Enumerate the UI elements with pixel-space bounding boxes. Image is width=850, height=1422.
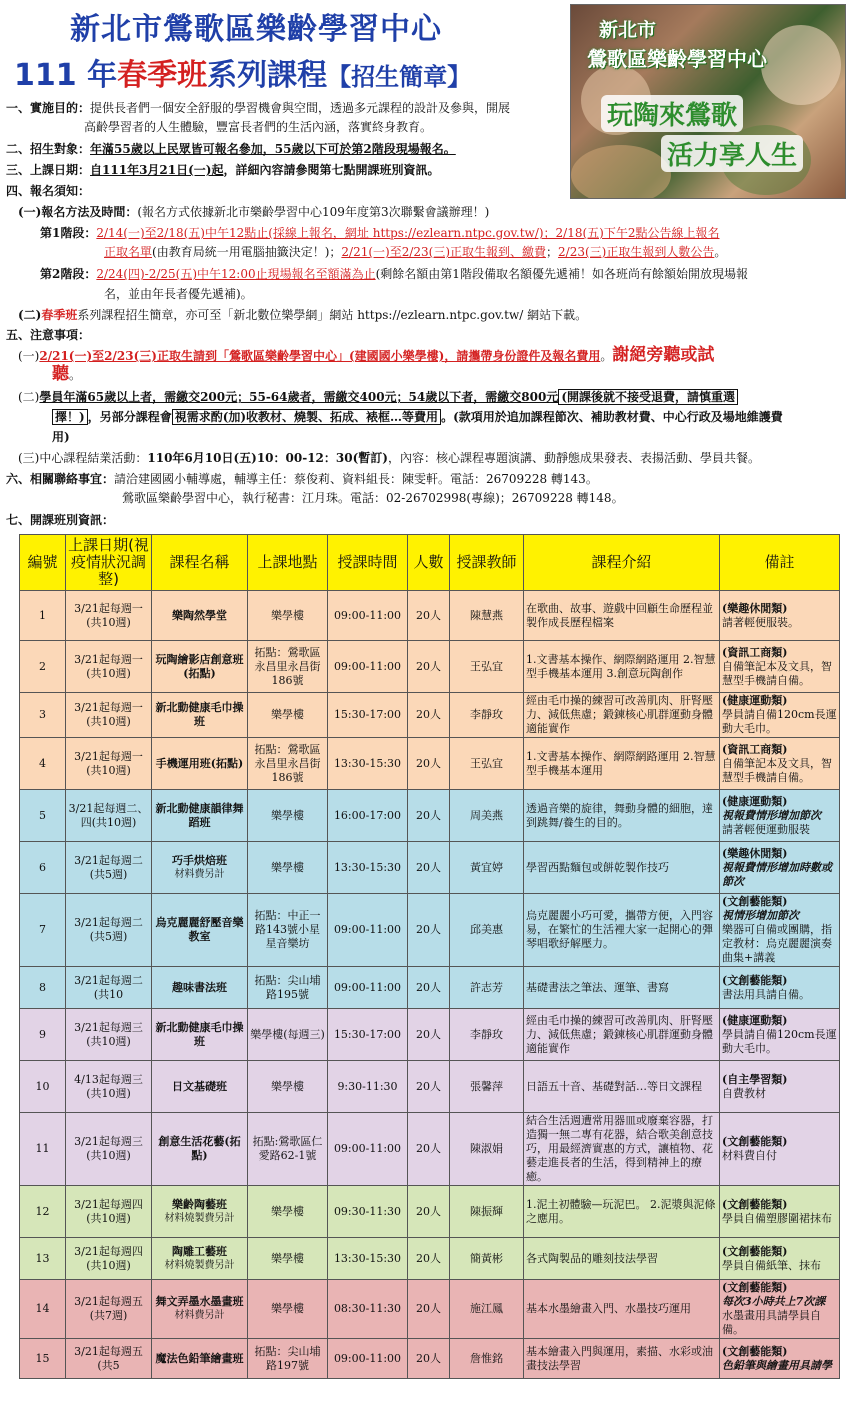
subtitle-season: 春季班	[117, 58, 208, 93]
course-table	[19, 534, 840, 1379]
phase2-line1	[40, 266, 748, 283]
course-note-text: 自備筆記本及文具，智慧型手機請自備。	[722, 756, 832, 784]
course-category: (健康運動類)	[722, 694, 788, 707]
course-time: 13:30-15:30	[328, 1238, 408, 1280]
note1-no-audit: 謝絕旁聽或試	[612, 345, 715, 365]
course-count: 20人	[408, 1339, 450, 1379]
course-time: 15:30-17:00	[328, 1009, 408, 1061]
course-name	[152, 1238, 248, 1280]
note2-idx: (二)	[18, 390, 40, 404]
course-no: 7	[20, 894, 66, 967]
table-row	[20, 842, 840, 894]
course-name	[152, 693, 248, 738]
phase1-end: 。	[714, 245, 727, 259]
course-intro: 基本繪畫入門與運用，素描、水彩或油畫技法學習	[524, 1339, 720, 1379]
course-teacher: 詹惟銘	[450, 1339, 524, 1379]
section-contact	[6, 471, 598, 488]
section-contact-label: 六、相關聯絡事宜：	[6, 472, 115, 486]
table-row	[20, 1186, 840, 1238]
phase1-line2	[104, 244, 726, 261]
note2-material-fees: 視需求酌(加)收教材、燒製、拓成、裱框…等費用	[172, 409, 441, 425]
section-target-label: 二、招生對象：	[6, 142, 91, 156]
course-category: (資訊工商類)	[722, 645, 788, 659]
course-place: 樂學樓	[248, 790, 328, 842]
note2-line1	[18, 389, 738, 406]
col-teacher: 授課教師	[450, 535, 524, 591]
course-note-text: 材料費自付	[722, 1149, 777, 1162]
course-title: 創意生活花藝(拓點)	[158, 1135, 241, 1162]
phase1-line1	[40, 225, 720, 242]
phase1-sep: ；	[546, 245, 559, 259]
phase2-text2: (剩餘名額由第1階段備取名額優先遞補！如各班尚有餘額始開放現場報	[375, 267, 748, 281]
page-subtitle	[14, 50, 471, 94]
course-title: 新北動健康韻律舞蹈班	[155, 801, 244, 829]
course-time: 09:00-11:00	[328, 894, 408, 967]
course-category: (樂趣休閒類)	[722, 846, 788, 860]
table-row	[20, 790, 840, 842]
course-note-emphasis: 視報費情形增加時數或節次	[722, 860, 832, 888]
course-name	[152, 790, 248, 842]
section-registration	[6, 183, 90, 200]
course-place: 樂學樓(每週三)	[248, 1009, 328, 1061]
note1-line2	[52, 366, 81, 384]
course-note-emphasis: 視報費情形增加節次	[722, 808, 821, 822]
note1-bring: ，請攜帶身份證件及報名費用	[444, 349, 601, 363]
table-row	[20, 693, 840, 738]
phase1-label: 第1階段：	[40, 226, 97, 240]
course-date: 3/21起每週二(共5週)	[66, 894, 152, 967]
registration-method-text: (報名方式依據新北市樂齡學習中心109年度第3次聯繫會議辦理！)	[137, 205, 490, 219]
table-row	[20, 591, 840, 641]
course-intro: 基本水墨繪畫入門、水墨技巧運用	[524, 1280, 720, 1339]
course-time: 13:30-15:30	[328, 738, 408, 790]
course-note	[720, 1186, 840, 1238]
course-note	[720, 842, 840, 894]
course-category: (文創藝能類)	[722, 895, 788, 908]
course-count: 20人	[408, 641, 450, 693]
contact-center: 鶯歌區樂齡學習中心，執行秘書：江月珠。電話：02-26702998(專線)；26709228 轉148。	[122, 491, 624, 505]
col-intro: 課程介紹	[524, 535, 720, 591]
course-intro: 1.泥土初體驗—玩泥巴。 2.泥漿與泥條之應用。	[524, 1186, 720, 1238]
course-date: 3/21起每週一(共10週)	[66, 591, 152, 641]
course-note-text: 學員請自備120cm長運動大毛巾。	[722, 1027, 837, 1055]
course-no: 4	[20, 738, 66, 790]
note3-date: 110年6月10日(五)10：00-12：30(暫訂)	[147, 451, 388, 465]
section-purpose-text1: 提供長者們一個安全舒服的學習機會與空間，透過多元課程的設計及參與，開展	[90, 101, 511, 115]
section-purpose-label: 一、實施目的：	[6, 101, 91, 115]
course-category: (文創藝能類)	[722, 1244, 788, 1258]
course-teacher: 陳振輝	[450, 1186, 524, 1238]
course-intro: 日語五十音、基礎對話…等日文課程	[524, 1061, 720, 1113]
course-title: 趣味書法班	[172, 980, 227, 994]
course-date: 3/21起每週一(共10週)	[66, 693, 152, 738]
contact-school: 請洽建國國小輔導處，輔導主任：蔡俊莉、資料組長：陳雯軒。電話：26709228 轉143。	[114, 472, 598, 486]
course-category: (健康運動類)	[722, 794, 788, 808]
course-fee-note: 材料燒製費另計	[164, 1212, 235, 1224]
course-title: 樂齡陶藝班	[172, 1197, 227, 1211]
note1-sep: 。	[600, 349, 613, 363]
course-date: 3/21起每週三(共10週)	[66, 1009, 152, 1061]
course-place: 拓點：尖山埔路197號	[248, 1339, 328, 1379]
section-purpose-text2: 高齡學習者的人生體驗，豐富長者們的生活內涵，落實終身教育。	[84, 120, 433, 134]
section-notes-label: 五、注意事項：	[6, 328, 91, 342]
col-note: 備註	[720, 535, 840, 591]
course-title: 巧手烘焙班	[172, 853, 227, 867]
course-time: 16:00-17:00	[328, 790, 408, 842]
table-row	[20, 1113, 840, 1186]
phase1-list-name: 正取名單	[104, 245, 153, 259]
table-row	[20, 967, 840, 1009]
course-note	[720, 738, 840, 790]
course-date: 4/13起每週三(共10週)	[66, 1061, 152, 1113]
course-note-emphasis: 每次3小時共上7次課	[722, 1295, 826, 1308]
course-place: 樂學樓	[248, 693, 328, 738]
registration-download	[18, 307, 587, 324]
course-name	[152, 591, 248, 641]
note2-usage-cont: 用)	[52, 430, 70, 444]
course-count: 20人	[408, 842, 450, 894]
course-time: 09:00-11:00	[328, 967, 408, 1009]
course-intro: 烏克麗麗小巧可愛，攜帶方便，入門容易，在繁忙的生活裡大家一起開心的彈琴唱歌紓解壓力。	[524, 894, 720, 967]
course-no: 11	[20, 1113, 66, 1186]
course-teacher: 陳淑娟	[450, 1113, 524, 1186]
course-place: 樂學樓	[248, 842, 328, 894]
course-intro: 在歌曲、故事、遊戲中回顧生命歷程並製作成長歷程檔案	[524, 591, 720, 641]
section-target-text: 年滿55歲以上民眾皆可報名參加，55歲以下可於第2階段現場報名。	[90, 142, 456, 156]
course-category: (自主學習類)	[722, 1072, 788, 1086]
contact-center-line	[122, 490, 624, 507]
download-label: (二)	[18, 308, 42, 322]
table-row	[20, 1339, 840, 1379]
course-name	[152, 1280, 248, 1339]
course-note-text: 學員自備塑膠圍裙抹布	[722, 1211, 832, 1225]
course-note-text: 書法用具請自備。	[722, 987, 810, 1001]
course-title: 樂陶然學堂	[172, 608, 227, 622]
course-count: 20人	[408, 1009, 450, 1061]
course-no: 13	[20, 1238, 66, 1280]
course-no: 1	[20, 591, 66, 641]
download-season: 春季班	[41, 308, 78, 322]
course-category: (文創藝能類)	[722, 1344, 788, 1358]
course-count: 20人	[408, 738, 450, 790]
course-count: 20人	[408, 1280, 450, 1339]
course-note-text: 學員請自備120cm長運動大毛巾。	[722, 708, 837, 735]
course-date: 3/21起每週一(共10週)	[66, 641, 152, 693]
course-name	[152, 1009, 248, 1061]
course-intro: 透過音樂的旋律，舞動身體的細胞，達到跳舞/養生的目的。	[524, 790, 720, 842]
banner-slogan1: 玩陶來鶯歌	[601, 95, 743, 132]
course-place: 拓點:鶯歌區仁愛路62-1號	[248, 1113, 328, 1186]
course-teacher: 周美燕	[450, 790, 524, 842]
course-date: 3/21起每週二、四(共10週)	[66, 790, 152, 842]
course-note-text: 請著輕便運動服裝	[722, 822, 810, 836]
course-count: 20人	[408, 693, 450, 738]
table-row	[20, 1061, 840, 1113]
registration-method-label: (一)報名方法及時間：	[18, 205, 138, 219]
course-time: 13:30-15:30	[328, 842, 408, 894]
course-count: 20人	[408, 1113, 450, 1186]
table-row	[20, 894, 840, 967]
course-teacher: 許志芳	[450, 967, 524, 1009]
course-category: (資訊工商類)	[722, 742, 788, 756]
course-no: 14	[20, 1280, 66, 1339]
course-place: 樂學樓	[248, 1280, 328, 1339]
course-teacher: 邱美惠	[450, 894, 524, 967]
course-count: 20人	[408, 894, 450, 967]
col-date: 上課日期(視疫情狀況調整)	[66, 535, 152, 591]
course-teacher: 黃宜婷	[450, 842, 524, 894]
course-date: 3/21起每週三(共10週)	[66, 1113, 152, 1186]
course-note	[720, 641, 840, 693]
course-date: 3/21起每週四(共10週)	[66, 1238, 152, 1280]
course-note-text: 自費教材	[722, 1086, 766, 1100]
course-no: 2	[20, 641, 66, 693]
section-dates-detail: ，詳細內容請參閱第七點開課班別資訊。	[223, 163, 440, 177]
course-title: 陶雕工藝班	[172, 1244, 227, 1258]
section-dates-label: 三、上課日期：	[6, 163, 91, 177]
course-fee-note: 材料費另計	[174, 1310, 225, 1321]
registration-method	[18, 204, 489, 221]
course-intro: 經由毛巾操的練習可改善肌肉、肝腎壓力、減低焦慮；鍛鍊核心肌群運動身體適能實作	[524, 1009, 720, 1061]
phase1-checkin: 2/21(一)至2/23(三)正取生報到、繳費	[341, 245, 547, 259]
course-place: 拓點：中正一路143號小星星音樂坊	[248, 894, 328, 967]
course-fee-note: 材料燒製費另計	[164, 1259, 235, 1271]
col-place: 上課地點	[248, 535, 328, 591]
course-name	[152, 1186, 248, 1238]
note1-no-audit-cont: 聽	[52, 364, 69, 384]
subtitle-number: 111	[14, 58, 77, 93]
col-time: 授課時間	[328, 535, 408, 591]
course-title: 新北動健康毛巾操班	[155, 701, 244, 728]
course-no: 3	[20, 693, 66, 738]
course-count: 20人	[408, 790, 450, 842]
course-table-body	[20, 591, 840, 1379]
course-name	[152, 967, 248, 1009]
course-no: 12	[20, 1186, 66, 1238]
col-count: 人數	[408, 535, 450, 591]
section-registration-label: 四、報名須知：	[6, 184, 91, 198]
course-note-text: 水墨畫用具請學員自備。	[722, 1309, 821, 1336]
course-category: (文創藝能類)	[722, 1197, 788, 1211]
course-intro: 1.文書基本操作、網際網路運用 2.智慧型手機基本運用 3.創意玩陶創作	[524, 641, 720, 693]
course-name	[152, 641, 248, 693]
course-no: 9	[20, 1009, 66, 1061]
note2-extra: ，另部分課程會	[87, 410, 172, 424]
note2-line2	[52, 409, 783, 426]
page-title: 新北市鶯歌區樂齡學習中心	[70, 12, 442, 47]
note3-label: (三)中心課程結業活動：	[18, 451, 148, 465]
col-name: 課程名稱	[152, 535, 248, 591]
course-category: (文創藝能類)	[722, 1135, 788, 1148]
phase2-line2	[104, 286, 253, 303]
course-teacher: 陳慧燕	[450, 591, 524, 641]
course-no: 8	[20, 967, 66, 1009]
course-intro: 經由毛巾操的練習可改善肌肉、肝腎壓力、減低焦慮；鍛鍊核心肌群運動身體適能實作	[524, 693, 720, 738]
course-date: 3/21起每週五(共7週)	[66, 1280, 152, 1339]
course-teacher: 王弘宜	[450, 738, 524, 790]
course-title: 日文基礎班	[172, 1079, 227, 1093]
course-time: 08:30-11:30	[328, 1280, 408, 1339]
note1-checkin: 2/21(一)至2/23(三)正取生請到「鶯歌區樂齡學習中心」(建國國小樂學樓)	[39, 349, 445, 363]
course-time: 15:30-17:00	[328, 693, 408, 738]
course-date: 3/21起每週一(共10週)	[66, 738, 152, 790]
section-dates	[6, 162, 440, 179]
course-place: 拓點：尖山埔路195號	[248, 967, 328, 1009]
banner-slogan2: 活力享人生	[661, 135, 803, 172]
course-title: 舞文弄墨水墨畫班	[155, 1295, 244, 1308]
course-title: 玩陶繪影店創意班(拓點)	[155, 652, 244, 680]
course-no: 5	[20, 790, 66, 842]
section-classes	[6, 512, 114, 529]
phase2-text3: 名，並由年長者優先遞補)。	[104, 287, 253, 301]
course-note	[720, 1113, 840, 1186]
course-note	[720, 1238, 840, 1280]
subtitle-rest: 系列課程	[207, 58, 328, 93]
banner-line2: 鶯歌區樂齡學習中心	[587, 47, 767, 71]
note2-fees: 學員年滿65歲以上者，需繳交200元；55-64歲者，需繳交400元；54歲以下者，需繳交800元	[39, 390, 559, 404]
course-title: 烏克麗麗舒壓音樂教室	[155, 916, 244, 943]
course-place: 樂學樓	[248, 1238, 328, 1280]
course-intro: 各式陶製品的雕刻技法學習	[524, 1238, 720, 1280]
subtitle-year: 年	[87, 58, 118, 93]
course-no: 15	[20, 1339, 66, 1379]
banner-line1: 新北市	[599, 19, 657, 41]
course-count: 20人	[408, 591, 450, 641]
phase1-lottery: (由教育局統一用電腦抽籤決定！)；	[152, 245, 342, 259]
table-row	[20, 1238, 840, 1280]
course-intro: 學習西點麵包或餅乾製作技巧	[524, 842, 720, 894]
note2-usage: 。(款項用於追加課程節次、補助教材費、中心行政及場地維護費	[441, 410, 783, 424]
table-row	[20, 641, 840, 693]
course-name	[152, 1061, 248, 1113]
phase2-label: 第2階段：	[40, 267, 97, 281]
course-note-emphasis: 色鉛筆與繪畫用具請學	[722, 1358, 832, 1372]
course-teacher: 李靜玫	[450, 1009, 524, 1061]
course-name	[152, 1339, 248, 1379]
course-note	[720, 894, 840, 967]
section-target	[6, 141, 456, 158]
course-note	[720, 790, 840, 842]
course-title: 新北動健康毛巾操班	[155, 1020, 244, 1048]
section-classes-label: 七、開課班別資訊：	[6, 513, 115, 527]
course-teacher: 張馨萍	[450, 1061, 524, 1113]
note1-end: 。	[69, 368, 82, 382]
course-time: 09:00-11:00	[328, 1339, 408, 1379]
col-no: 編號	[20, 535, 66, 591]
course-note	[720, 1009, 840, 1061]
course-no: 6	[20, 842, 66, 894]
course-note-emphasis: 視情形增加節次	[722, 909, 799, 922]
course-count: 20人	[408, 1061, 450, 1113]
course-teacher: 王弘宜	[450, 641, 524, 693]
course-category: (文創藝能類)	[722, 1281, 788, 1294]
course-time: 09:00-11:00	[328, 591, 408, 641]
course-date: 3/21起每週二(共5週)	[66, 842, 152, 894]
course-intro: 結合生活週遭常用器皿或廢棄容器，打造獨一無二專有花器，結合歌美創意技巧，用最經濟實惠的方式，讓植物、花藝走進長者的生活，得到精神上的療癒。	[524, 1113, 720, 1186]
course-time: 9:30-11:30	[328, 1061, 408, 1113]
table-header-row	[20, 535, 840, 591]
course-note	[720, 1339, 840, 1379]
course-intro: 基礎書法之筆法、運筆、書寫	[524, 967, 720, 1009]
note2-line3	[52, 429, 70, 446]
course-intro: 1.文書基本操作、網際網路運用 2.智慧型手機基本運用	[524, 738, 720, 790]
phase1-text1: 2/14(一)至2/18(五)中午12點止(採線上報名，網址 https://ezlearn.ntpc.gov.tw/)；2/18(五)下午2點公告線上報名	[96, 226, 720, 240]
course-date: 3/21起每週五(共5	[66, 1339, 152, 1379]
course-time: 09:00-11:00	[328, 641, 408, 693]
course-name	[152, 894, 248, 967]
course-teacher: 李靜玫	[450, 693, 524, 738]
course-note	[720, 967, 840, 1009]
course-title: 魔法色鉛筆繪畫班	[155, 1351, 244, 1365]
note1-idx: (一)	[18, 349, 40, 363]
table-row	[20, 1009, 840, 1061]
course-place: 拓點：鶯歌區永昌里永昌街186號	[248, 738, 328, 790]
course-note	[720, 1280, 840, 1339]
course-teacher: 簡黃彬	[450, 1238, 524, 1280]
note2-no-refund-cont: 擇！)	[52, 409, 88, 425]
course-date: 3/21起每週四(共10週)	[66, 1186, 152, 1238]
note3	[18, 450, 760, 467]
note1-line1	[18, 347, 714, 365]
course-name	[152, 842, 248, 894]
course-place: 拓點：鶯歌區永昌里永昌街186號	[248, 641, 328, 693]
course-note	[720, 693, 840, 738]
section-dates-start: 自111年3月21日(一)起	[90, 163, 224, 177]
banner-photo	[570, 4, 846, 199]
course-date: 3/21起每週二(共10	[66, 967, 152, 1009]
download-text: 系列課程招生簡章，亦可至「新北數位樂學網」網站 https://ezlearn.ntpc.gov.tw/ 網站下載。	[77, 308, 588, 322]
course-count: 20人	[408, 1186, 450, 1238]
section-purpose	[6, 100, 510, 117]
course-category: (樂趣休閒類)	[722, 601, 788, 615]
course-no: 10	[20, 1061, 66, 1113]
table-row	[20, 1280, 840, 1339]
course-time: 09:00-11:00	[328, 1113, 408, 1186]
subtitle-bracket: 【招生簡章】	[327, 63, 472, 91]
note3-text: ，內容：核心課程專題演講、動靜態成果發表、表揚活動、學員共餐。	[387, 451, 760, 465]
course-place: 樂學樓	[248, 1061, 328, 1113]
section-notes	[6, 327, 90, 344]
course-place: 樂學樓	[248, 1186, 328, 1238]
phase1-announce: 2/23(三)正取生報到人數公告	[558, 245, 715, 259]
section-purpose-cont	[84, 119, 432, 136]
course-note-text: 樂器可自備或團購，指定教材：烏克麗麗演奏曲集+講義	[722, 923, 832, 964]
phase2-text1: 2/24(四)-2/25(五)中午12:00止現場報名至額滿為止	[96, 267, 376, 281]
course-category: (文創藝能類)	[722, 973, 788, 987]
course-name	[152, 738, 248, 790]
note2-no-refund: (開課後就不接受退費，請慎重選	[558, 389, 738, 405]
course-fee-note: 材料費另計	[174, 868, 225, 880]
course-note	[720, 591, 840, 641]
table-row	[20, 738, 840, 790]
course-note-text: 學員自備紙筆、抹布	[722, 1258, 821, 1272]
course-category: (健康運動類)	[722, 1013, 788, 1027]
course-note-text: 請著輕便服裝。	[722, 615, 799, 629]
course-note	[720, 1061, 840, 1113]
course-count: 20人	[408, 1238, 450, 1280]
course-title: 手機運用班(拓點)	[155, 756, 244, 770]
course-count: 20人	[408, 967, 450, 1009]
course-name	[152, 1113, 248, 1186]
course-time: 09:30-11:30	[328, 1186, 408, 1238]
course-note-text: 自備筆記本及文具，智慧型手機請自備。	[722, 659, 832, 687]
course-teacher: 施江鳳	[450, 1280, 524, 1339]
course-place: 樂學樓	[248, 591, 328, 641]
